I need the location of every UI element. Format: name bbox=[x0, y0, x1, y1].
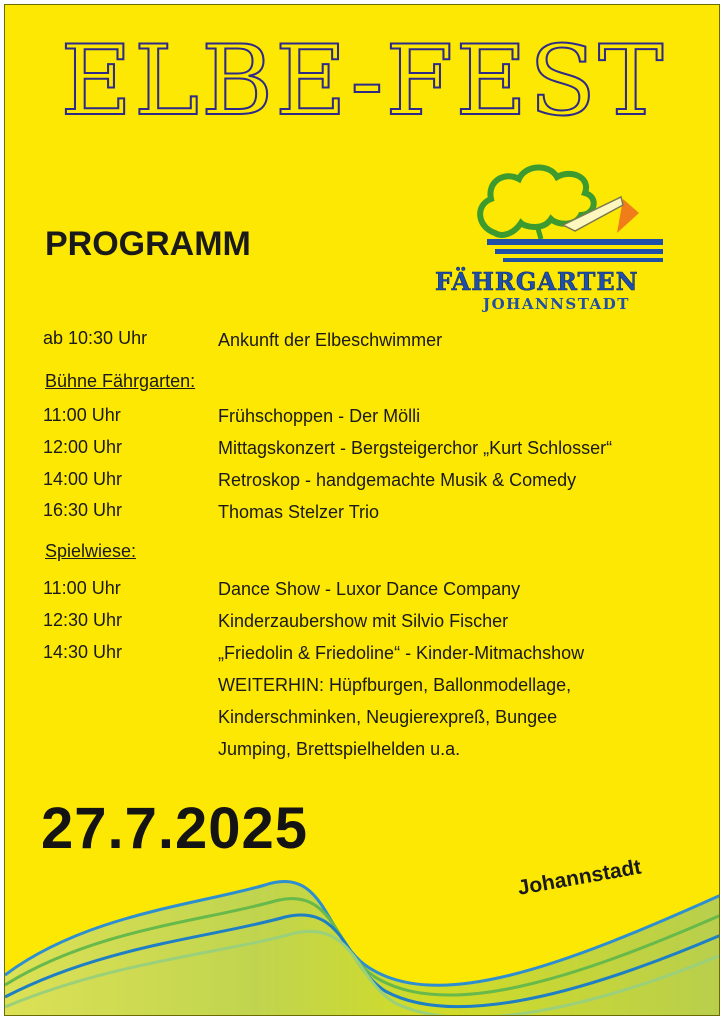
schedule-event: Frühschoppen - Der Mölli bbox=[218, 406, 421, 426]
poster bbox=[4, 4, 720, 1016]
additional-line: WEITERHIN: Hüpfburgen, Ballonmodellage, bbox=[218, 675, 572, 695]
event-date: 27.7.2025 bbox=[41, 796, 309, 861]
river-wave-graphic bbox=[5, 825, 720, 1016]
additional-line: Jumping, Brettspielhelden u.a. bbox=[218, 739, 461, 759]
schedule-event: Retroskop - handgemachte Musik & Comedy bbox=[218, 470, 577, 490]
logo-subtitle: JOHANNSTADT bbox=[483, 295, 630, 313]
schedule-time: 11:00 Uhr bbox=[43, 405, 121, 425]
additional-line: Kinderschminken, Neugierexpreß, Bungee bbox=[218, 707, 558, 727]
schedule-time: 16:30 Uhr bbox=[43, 500, 123, 520]
schedule-event: „Friedolin & Friedoline“ - Kinder-Mitmachshow bbox=[218, 643, 585, 663]
schedule-time: 14:30 Uhr bbox=[43, 642, 123, 662]
schedule-event: Mittagskonzert - Bergsteigerchor „Kurt Schlosser“ bbox=[218, 438, 613, 458]
program-heading: PROGRAMM bbox=[45, 225, 251, 263]
section-title-meadow: Spielwiese: bbox=[45, 541, 137, 561]
water-line-3 bbox=[503, 258, 663, 262]
section-title-stage: Bühne Fährgarten: bbox=[45, 371, 196, 391]
logo-name: FÄHRGARTEN bbox=[435, 267, 639, 296]
schedule-time: 12:30 Uhr bbox=[43, 610, 123, 630]
water-line-2 bbox=[495, 249, 663, 254]
location-tag: Johannstadt bbox=[515, 855, 643, 900]
schedule-event: Dance Show - Luxor Dance Company bbox=[218, 579, 521, 599]
event-title: ELBE-FEST bbox=[60, 25, 666, 137]
schedule-event: Thomas Stelzer Trio bbox=[218, 502, 380, 522]
water-line-1 bbox=[487, 239, 663, 245]
schedule-time: 12:00 Uhr bbox=[43, 437, 123, 457]
schedule-event: Kinderzaubershow mit Silvio Fischer bbox=[218, 611, 509, 631]
intro-event: Ankunft der Elbeschwimmer bbox=[218, 330, 443, 350]
intro-time: ab 10:30 Uhr bbox=[43, 328, 148, 348]
schedule-time: 14:00 Uhr bbox=[43, 469, 123, 489]
schedule-time: 11:00 Uhr bbox=[43, 578, 121, 598]
